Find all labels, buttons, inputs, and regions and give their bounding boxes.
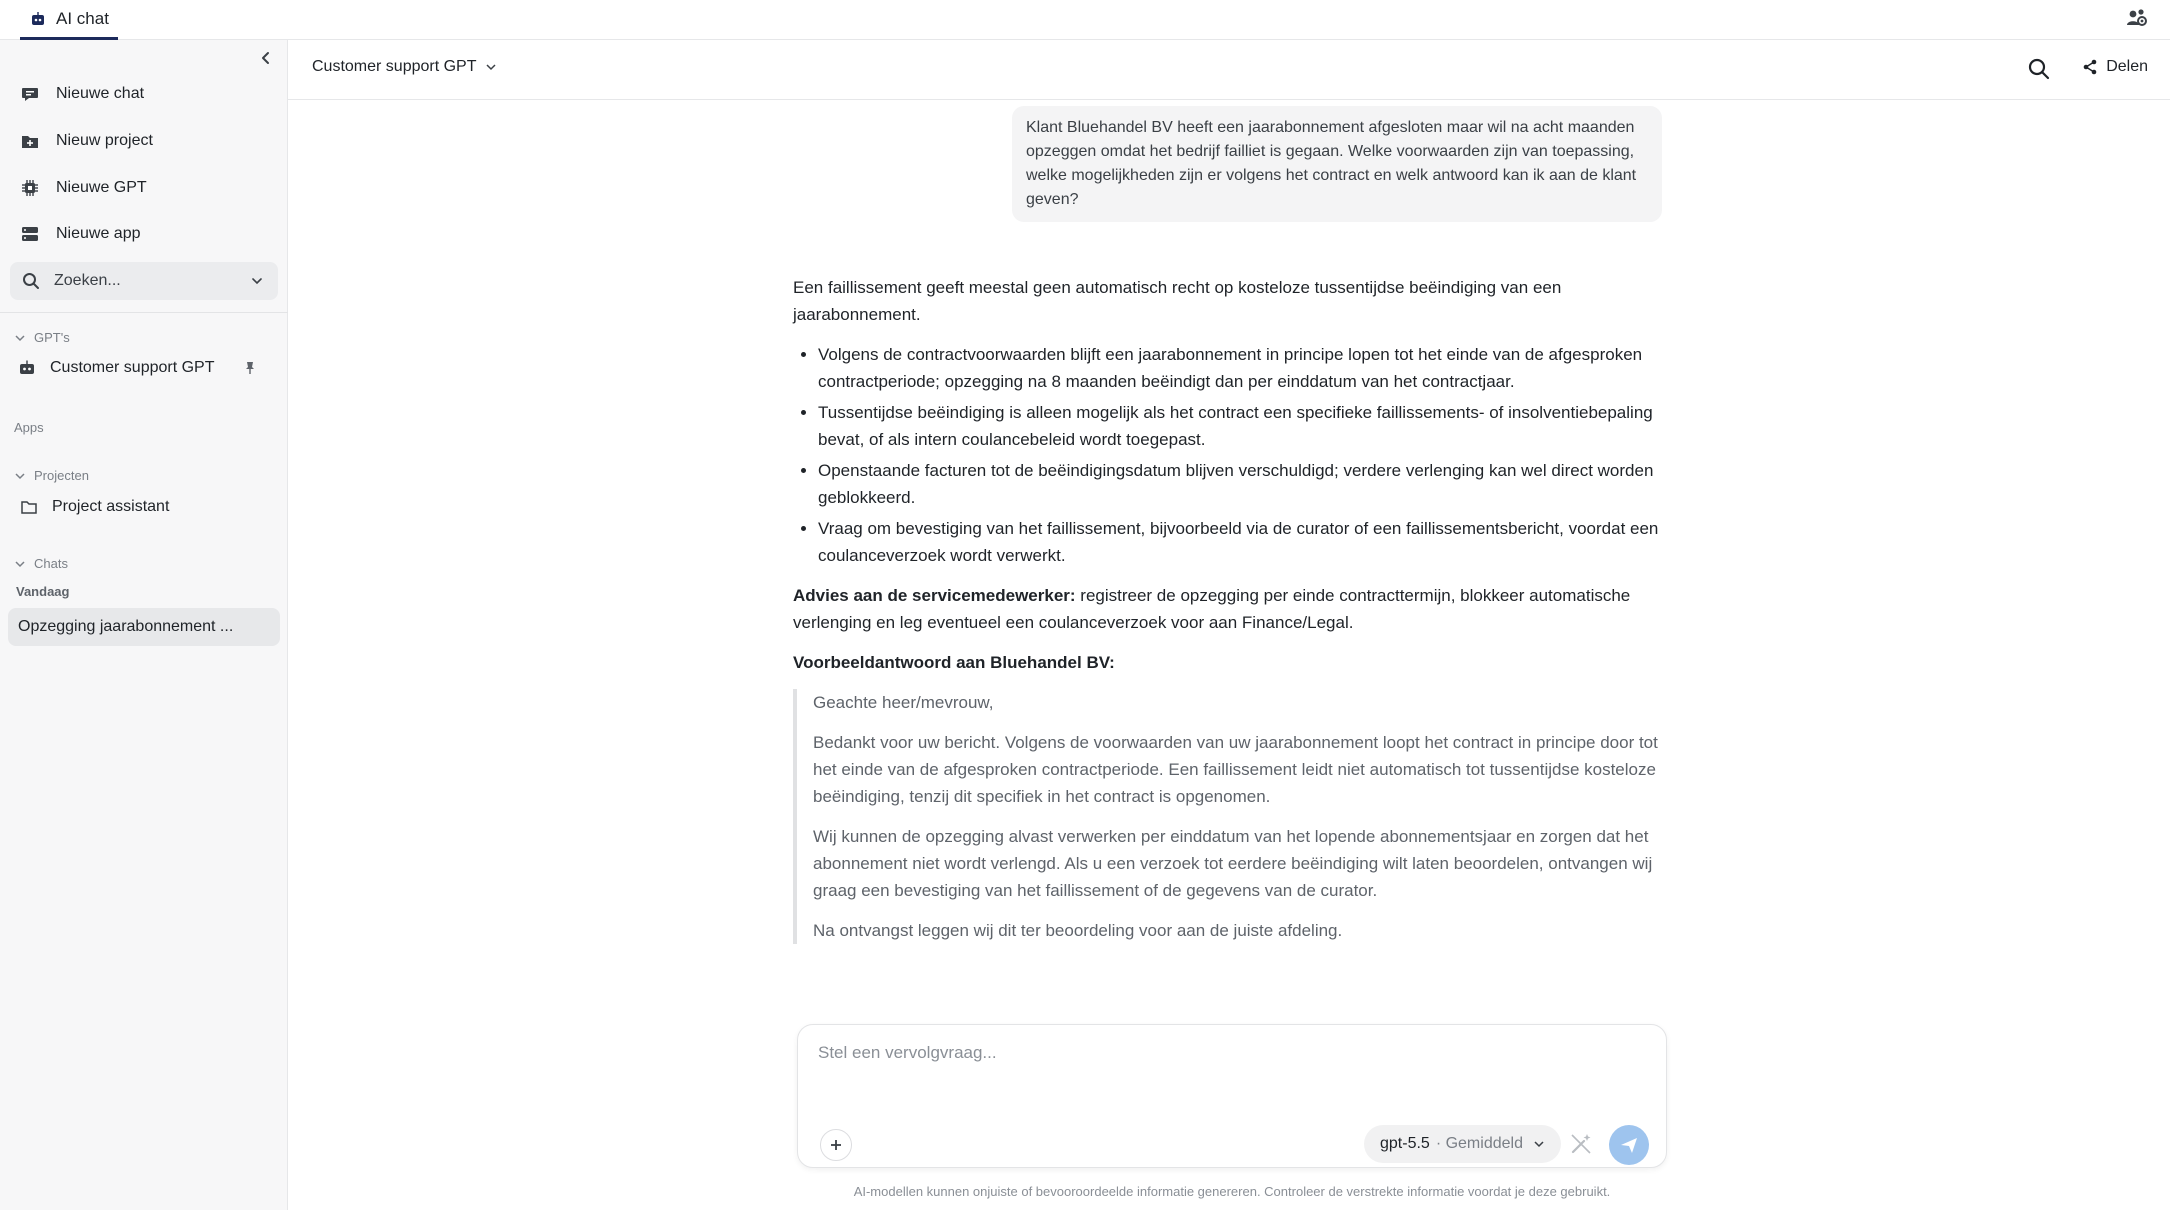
follow-up-input[interactable]: [818, 1043, 1638, 1063]
folder-plus-icon: [20, 131, 40, 151]
answer-bullets: [793, 341, 1663, 569]
tab-label: AI chat: [56, 8, 109, 28]
new-chat-label: Nieuwe chat: [56, 85, 145, 102]
sidebar-item-customer-support-gpt[interactable]: [18, 354, 258, 382]
folder-icon: [20, 498, 38, 516]
user-message-text: Klant Bluehandel BV heeft een jaarabonnement afgesloten maar wil na acht maanden opzeggen omdat het bedrijf failliet is gegaan. Welke voorwaarden zijn van toepassing, welke mogelijkheden zijn er volgens het contract en welk antwoord kan ik aan de klant geven?: [1026, 119, 1637, 208]
gpt-item-label: Customer support GPT: [50, 359, 215, 376]
top-bar: [0, 0, 2170, 40]
main-header: [288, 40, 2170, 100]
section-chats-title: Chats: [34, 556, 68, 571]
sidebar: [0, 40, 288, 1210]
section-chats-toggle[interactable]: [14, 556, 68, 571]
chat-group-today: Vandaag: [16, 584, 70, 599]
section-projects-title: Projecten: [34, 468, 89, 483]
new-gpt-label: Nieuwe GPT: [56, 179, 147, 196]
sidebar-search[interactable]: [10, 262, 278, 300]
answer-advice: [793, 582, 1663, 636]
chevron-down-icon: [1533, 1138, 1545, 1150]
list-item: • Openstaande facturen tot de beëindigingsdatum blijven verschuldigd; verdere verlenging kan wel direct worden geblokkeerd.: [818, 457, 1663, 511]
answer-example-heading: [793, 649, 1663, 676]
new-chat-button[interactable]: [20, 76, 270, 112]
search-placeholder: Zoeken...: [54, 272, 121, 289]
quote-paragraph: Na ontvangst leggen wij dit ter beoordeling voor aan de juiste afdeling.: [813, 921, 1343, 940]
new-project-label: Nieuw project: [56, 132, 153, 149]
advice-label: Advies aan de servicemedewerker:: [793, 586, 1076, 605]
send-icon: [1619, 1135, 1639, 1155]
chat-bubble-icon: [20, 84, 40, 104]
tab-ai-chat[interactable]: [20, 0, 118, 40]
robot-icon: [30, 11, 46, 27]
chevron-down-icon: [14, 558, 26, 570]
list-item: • Volgens de contractvoorwaarden blijft een jaarabonnement in principe lopen tot het einde van de afgesproken contractperiode; opzegging na 8 maanden beëindigt dan per einddatum van het contractjaar.: [818, 341, 1663, 395]
section-gpts-toggle[interactable]: [14, 330, 70, 345]
chip-icon: [20, 178, 40, 198]
gpt-selector[interactable]: [312, 58, 497, 76]
plus-icon: [829, 1138, 843, 1152]
example-label: Voorbeeldantwoord aan Bluehandel BV:: [793, 653, 1115, 672]
search-icon: [22, 272, 40, 290]
sidebar-item-project-assistant[interactable]: [20, 498, 169, 516]
pin-icon[interactable]: [242, 360, 258, 376]
user-message: [1012, 106, 1662, 222]
sidebar-divider: [0, 312, 288, 313]
magic-wand-icon[interactable]: [1568, 1131, 1594, 1157]
new-gpt-button[interactable]: [20, 170, 270, 206]
chevron-down-icon: [14, 470, 26, 482]
collapse-sidebar-icon[interactable]: [254, 46, 278, 70]
assistant-message: [793, 274, 1663, 944]
new-project-button[interactable]: [20, 123, 270, 159]
share-button[interactable]: [2082, 58, 2148, 76]
section-projects-toggle[interactable]: [14, 468, 89, 483]
section-gpts-title: GPT's: [34, 330, 70, 345]
list-item: • Tussentijdse beëindiging is alleen mogelijk als het contract een specifieke faillissements- of insolventiebepaling bevat, of als intern coulancebeleid wordt toegepast.: [818, 399, 1663, 453]
chevron-down-icon: [485, 61, 497, 73]
share-label: Delen: [2106, 58, 2148, 75]
robot-icon: [18, 359, 36, 377]
share-icon: [2082, 59, 2098, 75]
gpt-selector-label: Customer support GPT: [312, 58, 477, 75]
send-button[interactable]: [1609, 1125, 1649, 1165]
model-mode: · Gemiddeld: [1435, 1135, 1523, 1152]
attach-button[interactable]: [820, 1129, 852, 1161]
chevron-down-icon[interactable]: [250, 274, 264, 288]
disclaimer: AI-modellen kunnen onjuiste of bevooroordeelde informatie genereren. Controleer de verstrekte informatie voordat je deze gebruikt.: [853, 1184, 1611, 1199]
quote-paragraph: Wij kunnen de opzegging alvast verwerken per einddatum van het lopende abonnementsjaar en zorgen dat het abonnement niet wordt verlengd. Als u een verzoek tot eerdere beëindiging wilt laten beoordelen, ontvangen wij graag een bevestiging van het faillissement of de gegevens van de curator.: [813, 827, 1653, 900]
search-icon[interactable]: [2026, 56, 2052, 82]
advice-text: registreer de opzegging per einde contracttermijn, blokkeer automatische verlenging en leg eventueel een coulanceverzoek voor aan Finance/Legal.: [793, 586, 1631, 632]
composer: [797, 1024, 1667, 1168]
answer-intro: Een faillissement geeft meestal geen automatisch recht op kosteloze tussentijdse beëindiging van een jaarabonnement.: [793, 278, 1562, 324]
chat-item[interactable]: [8, 608, 280, 646]
project-item-label: Project assistant: [52, 498, 170, 515]
quote-paragraph: Bedankt voor uw bericht. Volgens de voorwaarden van uw jaarabonnement loopt het contract in principe door tot het einde van de afgesproken contractperiode. Een faillissement leidt niet automatisch tot tussentijdse kosteloze beëindiging, tenzij dit specifiek in het contract is opgenomen.: [813, 733, 1658, 806]
quote-paragraph: Geachte heer/mevrouw,: [813, 693, 994, 712]
section-apps-title: Apps: [14, 420, 44, 435]
list-item: • Vraag om bevestiging van het faillissement, bijvoorbeeld via de curator of een faillissementsbericht, voordat een coulanceverzoek wordt verwerkt.: [818, 515, 1663, 569]
new-app-label: Nieuwe app: [56, 225, 141, 242]
team-settings-icon[interactable]: [2124, 6, 2150, 32]
new-app-button[interactable]: [20, 216, 270, 252]
chevron-down-icon: [14, 332, 26, 344]
model-name: gpt-5.5: [1380, 1135, 1430, 1152]
chat-item-label: Opzegging jaarabonnement ...: [18, 618, 234, 635]
example-reply-quote: [793, 689, 1663, 944]
app-stack-icon: [20, 224, 40, 244]
model-selector[interactable]: [1364, 1125, 1561, 1163]
